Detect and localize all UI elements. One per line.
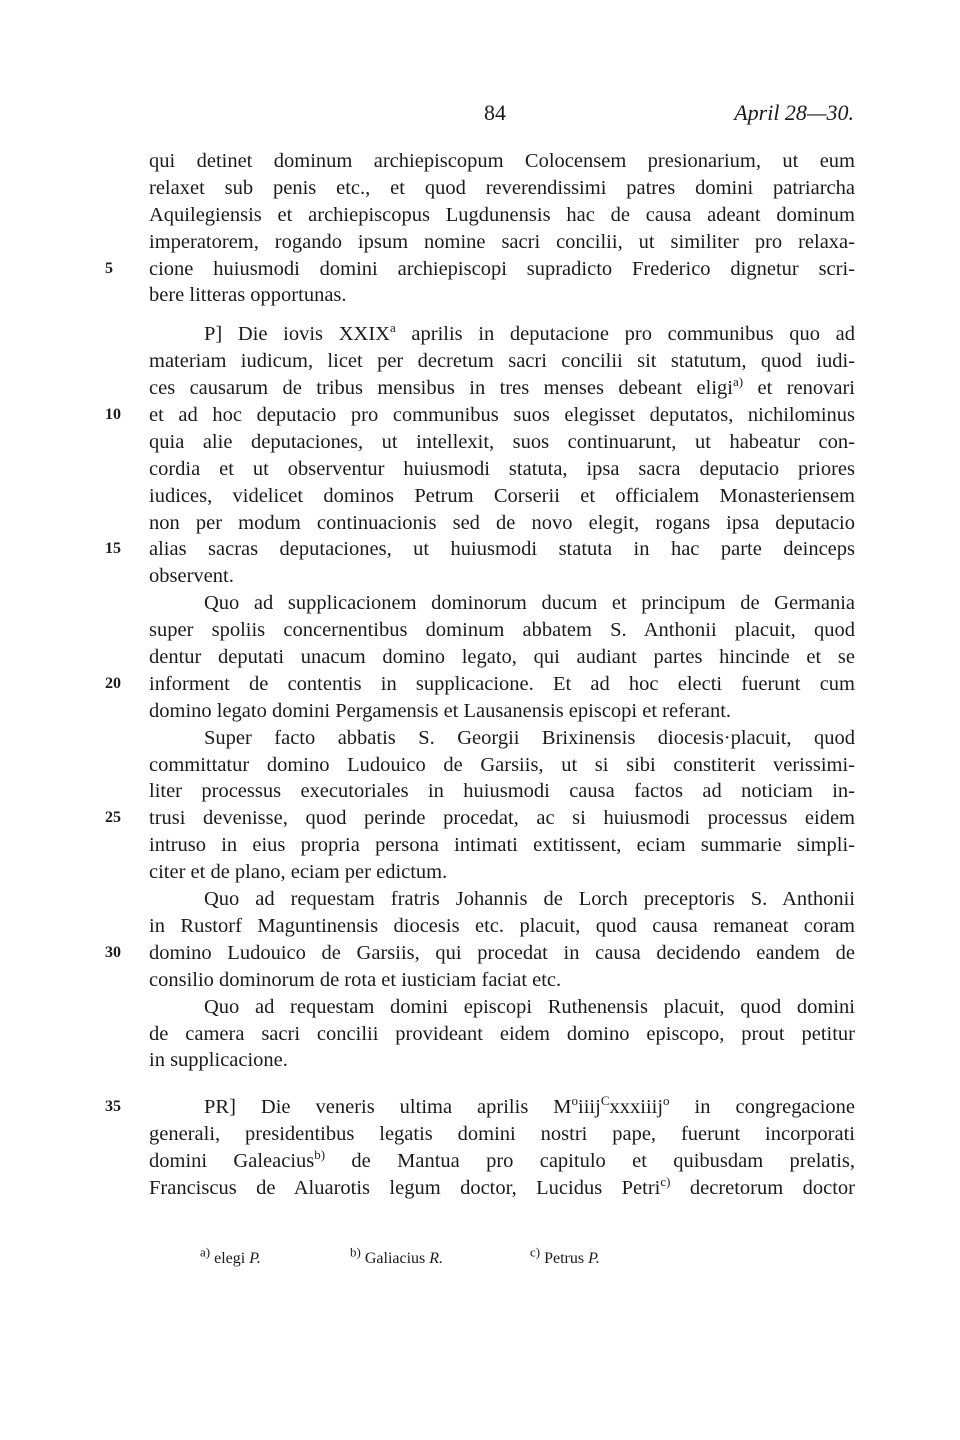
superscript: C [600, 1093, 610, 1109]
line-number: 20 [105, 674, 121, 692]
text-segment: P] Die iovis XXIX [204, 323, 390, 346]
page-header [0, 100, 960, 130]
text-line: committatur domino Ludouico de Garsiis, ut si sibi constiterit verissimi- [149, 753, 855, 776]
body-text [105, 148, 856, 1202]
text-line [149, 321, 855, 348]
footnote-mark: b) [350, 1244, 361, 1260]
footnote-source: R. [429, 1250, 444, 1267]
footnote-marker: a) [732, 374, 744, 390]
text-line [105, 402, 855, 429]
text-line: Super facto abbatis S. Georgii Brixinensis diocesis·placuit, quod [204, 726, 855, 749]
superscript: o [571, 1093, 579, 1109]
text-line: liter processus executoriales in huiusmodi causa factos ad noticiam in- [149, 780, 855, 803]
footnote [350, 1244, 444, 1268]
text-segment: iiij [578, 1096, 601, 1119]
text-line [105, 671, 855, 698]
superscript: o [663, 1093, 670, 1109]
text-line [149, 1148, 855, 1175]
text-segment: decretorum doctor [670, 1176, 855, 1199]
running-head: April 28—30. [734, 100, 854, 125]
footnote [530, 1244, 600, 1268]
text-segment: aprilis in deputacione pro communibus quo ad [395, 323, 855, 346]
text-segment: de Mantua pro capitulo et quibusdam prelatis, [325, 1150, 856, 1173]
text-segment: ces causarum de tribus mensibus in tres menses debeant eligi [149, 377, 733, 400]
text-line [105, 256, 855, 283]
text-segment: Franciscus de Aluarotis legum doctor, Lucidus Petri [149, 1176, 661, 1199]
text-line: Quo ad supplicacionem dominorum ducum et principum de Germania [204, 592, 855, 615]
footnote-text: Galiacius [360, 1250, 430, 1267]
footnote-source: P. [588, 1250, 600, 1267]
page-number: 84 [484, 100, 506, 125]
footnote-marker: b) [314, 1147, 326, 1163]
footnote-text: elegi [210, 1250, 250, 1267]
text-line [105, 536, 855, 563]
text-segment: domini Galeacius [149, 1150, 315, 1173]
line-number: 15 [105, 540, 121, 558]
text-line: consilio dominorum de rota et iusticiam faciat etc. [149, 968, 562, 991]
line-number: 35 [105, 1098, 121, 1116]
text-line: intruso in eius propria persona intimati extitissent, eciam summarie simpli- [149, 834, 855, 857]
text-line: domino legato domini Pergamensis et Lausanensis episcopi et referant. [149, 699, 732, 722]
text-line: qui detinet dominum archiepiscopum Colocensem presionarium, ut eum [149, 150, 855, 172]
text-line-content: et ad hoc deputacio pro communibus suos elegisset deputatos, nichilominus [149, 404, 855, 427]
footnote-marker: c) [660, 1174, 671, 1190]
text-line: materiam iudicum, licet per decretum sacri concilii sit statutum, quod iudi- [149, 350, 855, 373]
footnote-source: P. [249, 1250, 261, 1267]
text-line: generali, presidentibus legatis domini nostri pape, fuerunt incorporati [149, 1123, 855, 1146]
text-line-content: cione huiusmodi domini archiepiscopi supradicto Frederico dignetur scri- [149, 257, 855, 280]
text-line: observent. [149, 565, 234, 588]
text-line [149, 1175, 855, 1202]
text-line: cordia et ut observentur huiusmodi statuta, ipsa sacra deputacio priores [149, 457, 855, 480]
text-line: in Rustorf Maguntinensis diocesis etc. placuit, quod causa remaneat coram [149, 914, 855, 937]
text-line [149, 375, 855, 402]
text-line: in supplicacione. [149, 1049, 288, 1072]
line-number: 10 [105, 406, 121, 424]
text-line: super spoliis concernentibus dominum abbatem S. Anthonii placuit, quod [149, 619, 855, 642]
text-segment: in congregacione [669, 1096, 856, 1119]
text-line: relaxet sub penis etc., et quod reverendissimi patres domini patriarcha [149, 176, 855, 199]
text-line: iudices, videlicet dominos Petrum Corserii et officialem Monasteriensem [149, 484, 855, 507]
text-line: dentur deputati unacum domino legato, qui audiant partes hincinde et se [149, 646, 855, 669]
text-line [105, 940, 855, 967]
text-segment: xxxiiij [609, 1096, 664, 1119]
text-line: de camera sacri concilii provideant eidem domino episcopo, prout petitur [149, 1022, 855, 1045]
text-line: Aquilegiensis et archiepiscopus Lugdunensis hac de causa adeant dominum [149, 203, 855, 226]
text-line: non per modum continuacionis sed de novo elegit, rogans ipsa deputacio [149, 511, 855, 534]
superscript: a [389, 320, 396, 336]
footnote [200, 1244, 261, 1268]
footnote-mark: a) [200, 1244, 211, 1260]
text-line: citer et de plano, eciam per edictum. [149, 861, 448, 884]
text-segment: et renovari [743, 377, 855, 400]
text-line-content: alias sacras deputaciones, ut huiusmodi statuta in hac parte deinceps [149, 538, 855, 561]
text-line-content: trusi devenisse, quod perinde procedat, ac si huiusmodi processus eidem [149, 807, 855, 830]
text-line [105, 1093, 856, 1121]
line-number: 25 [105, 809, 121, 827]
footnote-mark: c) [530, 1244, 541, 1260]
text-line [105, 805, 855, 832]
line-number: 30 [105, 943, 121, 961]
text-line: quia alie deputaciones, ut intellexit, suos continuarunt, ut habeatur con- [149, 430, 855, 453]
text-segment: PR] Die veneris ultima aprilis M [204, 1096, 572, 1119]
footnote-text: Petrus [540, 1250, 589, 1267]
line-number: 5 [105, 259, 113, 277]
text-line-content: informent de contentis in supplicacione. Et ad hoc electi fuerunt cum [149, 672, 855, 695]
text-line: imperatorem, rogando ipsum nomine sacri concilii, ut similiter pro relaxa- [149, 230, 855, 253]
text-line: bere litteras opportunas. [149, 284, 347, 307]
text-line: Quo ad requestam domini episcopi Ruthenensis placuit, quod domini [204, 995, 855, 1018]
text-line-content: domino Ludouico de Garsiis, qui procedat in causa decidendo eandem de [149, 941, 855, 964]
text-line: Quo ad requestam fratris Johannis de Lorch preceptoris S. Anthonii [204, 888, 855, 911]
